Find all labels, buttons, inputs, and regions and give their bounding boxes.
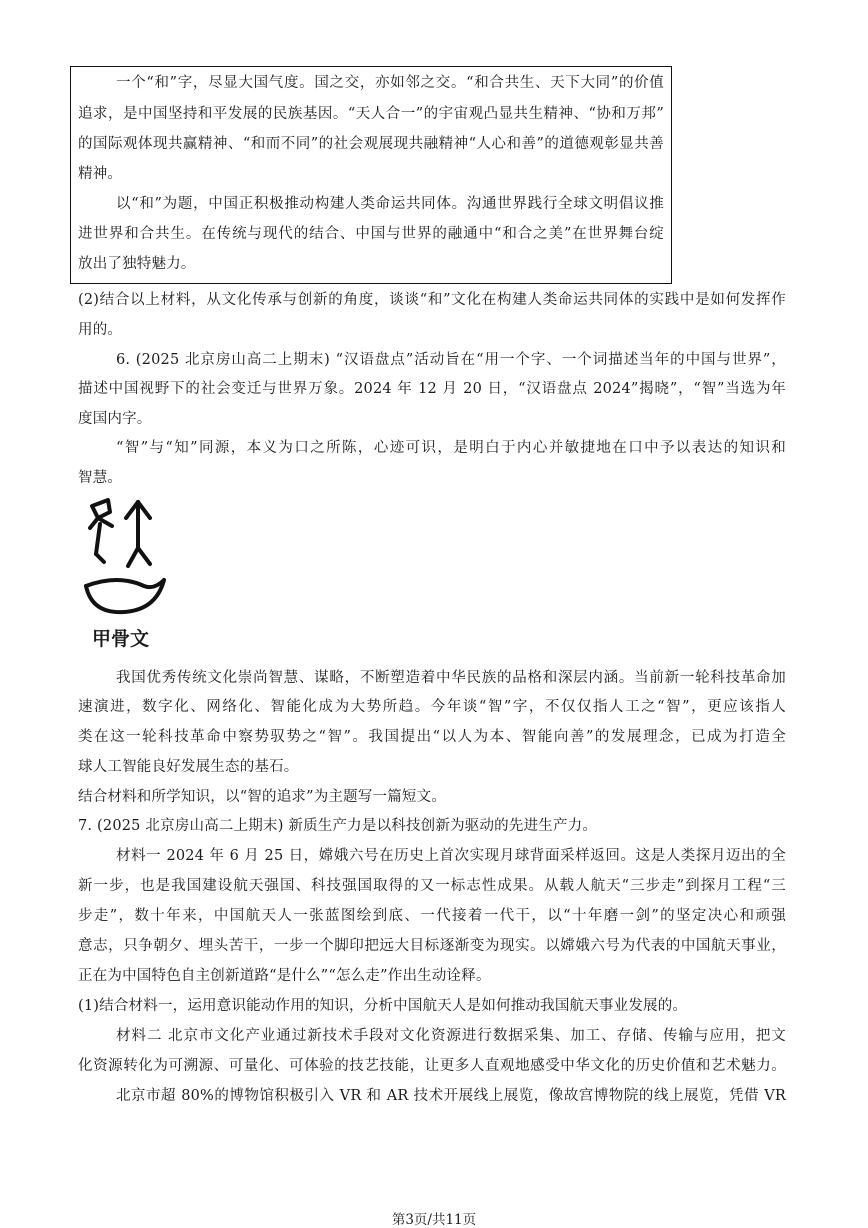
- q6-origin-line-1: “智”与“知”同源，本义为口之所陈，心迹可识，是明白于内心并敏捷地在口中予以表达的知识和: [116, 440, 786, 456]
- box-p2-line-1: 以“和”为题，中国正积极推动构建人类命运共同体。沟通世界践行全球文明倡议推: [116, 196, 664, 212]
- q6-intro-line-3: 度国内字。: [78, 411, 152, 427]
- page-number-footer: 第3页/共11页: [391, 1212, 477, 1228]
- q7-question-1: (1)结合材料一，运用意识能动作用的知识，分析中国航天人是如何推动我国航天事业发展的。: [78, 998, 688, 1014]
- q6-para-line-3: 类在这一轮科技革命中察势驭势之“智”。我国提出“以人为本、智能向善”的发展理念，已成为打造全: [78, 729, 786, 745]
- box-p2-line-2: 进世界和合共生。在传统与现代的结合、中国与世界的融通中“和合之美”在世界舞台绽: [78, 226, 664, 242]
- q5-2-line-2: 用的。: [78, 322, 123, 338]
- q7-m1-line-4: 意志，只争朝夕、埋头苦干，一步一个脚印把远大目标逐渐变为现实。以嫦娥六号为代表的中国航天事业，: [78, 938, 786, 954]
- q7-m1-line-2: 新一步，也是我国建设航天强国、科技强国取得的又一标志性成果。从载人航天“三步走”到探月工程“三: [78, 878, 786, 894]
- box-p2-line-3: 放出了独特魅力。: [78, 256, 196, 272]
- oracle-bone-label: 甲骨文: [92, 628, 150, 650]
- q7-m1-line-1: 材料一 2024 年 6 月 25 日，嫦娥六号在历史上首次实现月球背面采样返回。这是人类探月迈出的全: [116, 848, 786, 864]
- q6-para-line-4: 球人工智能良好发展生态的基石。: [78, 759, 299, 775]
- box-p1-line-1: 一个“和”字，尽显大国气度。国之交，亦如邻之交。“和合共生、天下大同”的价值: [116, 75, 664, 91]
- q7-m2-line-2: 化资源转化为可溯源、可量化、可体验的技艺技能，让更多人直观地感受中华文化的历史价值和艺术魅力。: [78, 1058, 786, 1074]
- q7-m2-line-1: 材料二 北京市文化产业通过新技术手段对文化资源进行数据采集、加工、存储、传输与应用，把文: [116, 1028, 786, 1044]
- q6-intro-line-2: 描述中国视野下的社会变迁与世界万象。2024 年 12 月 20 日，“汉语盘点 2024”揭晓”，“智”当选为年: [78, 381, 786, 397]
- q7-m1-line-3: 步走”，数十年来，中国航天人一张蓝图绘到底、一代接着一代干，以“十年磨一剑”的坚定决心和顽强: [78, 908, 786, 924]
- q6-para-line-1: 我国优秀传统文化崇尚智慧、谋略，不断塑造着中华民族的品格和深层内涵。当前新一轮科技革命加: [116, 670, 786, 686]
- box-p1-line-4: 精神。: [78, 166, 123, 182]
- q7-m1-line-5: 正在为中国特色自主创新道路“是什么”“怎么走”作出生动诠释。: [78, 968, 491, 984]
- q7-intro: 7. (2025 北京房山高二上期末) 新质生产力是以科技创新为驱动的先进生产力。: [78, 818, 598, 834]
- q7-m2-line-3: 北京市超 80%的博物馆积极引入 VR 和 AR 技术开展线上展览，像故宫博物院的线上展览，凭借 VR: [116, 1088, 786, 1104]
- q6-task: 结合材料和所学知识，以“智的追求”为主题写一篇短文。: [78, 789, 447, 805]
- q6-intro-line-1: 6. (2025 北京房山高二上期末) “汉语盘点”活动旨在“用一个字、一个词描述当年的中国与世界”，: [116, 352, 786, 368]
- q6-para-line-2: 速演进，数字化、网络化、智能化成为大势所趋。今年谈“智”字，不仅仅指人工之“智”，更应该指人: [78, 699, 786, 715]
- q5-2-line-1: (2)结合以上材料，从文化传承与创新的角度，谈谈“和”文化在构建人类命运共同体的实践中是如何发挥作: [78, 292, 786, 308]
- box-p1-line-3: 的国际观体现共赢精神、“和而不同”的社会观展现共融精神“人心和善”的道德观彰显共善: [78, 136, 664, 152]
- box-p1-line-2: 追求，是中国坚持和平发展的民族基因。“天人合一”的宇宙观凸显共生精神、“协和万邦”: [78, 106, 664, 122]
- oracle-bone-zhi-glyph: [78, 494, 170, 624]
- material-box: [70, 66, 672, 284]
- q6-origin-line-2: 智慧。: [78, 470, 123, 486]
